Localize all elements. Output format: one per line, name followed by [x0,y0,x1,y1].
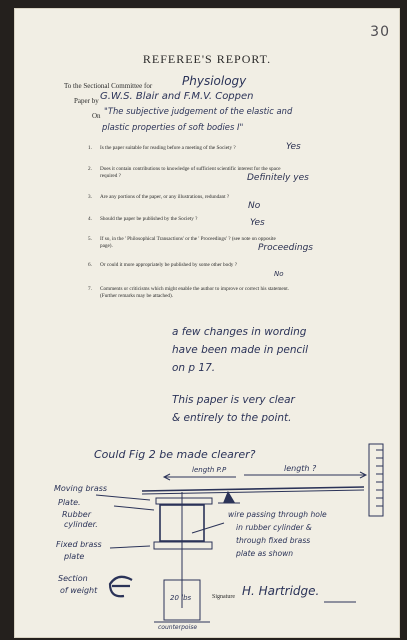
figure-question: Could Fig 2 be made clearer? [94,448,256,461]
answer-5: Proceedings [258,243,313,253]
comment-line-2: have been made in pencil [172,344,309,356]
length-label-right: length ? [284,464,317,473]
base-label: counterpoise [158,624,198,631]
label-rubber: Rubber [62,510,91,519]
paper-title-line1: "The subjective judgement of the elastic and [104,106,293,116]
label-moving-brass: Moving brass [54,484,108,493]
question-5: 5. If so, in the ' Philosophical Transactions' or the ' Proceedings' ? (see note on opposite page). [88,236,276,249]
page-number: 30 [370,24,390,40]
label-cylinder: cylinder. [64,520,98,529]
committee-name: Physiology [182,74,247,88]
referee-report-page [14,8,400,638]
paper-title-line2: plastic properties of soft bodies I" [102,122,244,132]
paper-by-label: Paper by [74,97,99,105]
signature-name: H. Hartridge. [242,584,320,598]
question-4: 4. Should the paper be published by the Society ? [88,216,198,222]
to-label: To the Sectional Committee for [64,82,153,90]
wire-note-3: through fixed brass [236,536,311,545]
wire-note-2: in rubber cylinder & [236,523,312,532]
comment-line-1: a few changes in wording [172,326,307,338]
moving-brass-plate [156,498,212,504]
answer-2: Definitely yes [247,173,309,183]
label-fixed-brass: Fixed brass [56,540,102,549]
signature-label: Signature [212,594,235,600]
weight-label: 20 lbs [170,594,192,602]
answer-4: Yes [250,218,265,228]
on-label: On [92,112,101,120]
fixed-brass-plate [154,542,212,549]
question-1: 1. Is the paper suitable for reading before a meeting of the Society ? [88,145,236,151]
question-3: 3. Are any portions of the paper, or any illustrations, redundant ? [88,194,230,200]
wire-note-4: plate as shown [236,549,294,558]
measuring-scale [369,444,383,516]
page-title: REFEREE'S REPORT. [142,52,272,66]
wire-note-1: wire passing through hole [228,510,327,519]
label-fixed-plate: plate [64,552,85,561]
answer-6: No [274,270,284,278]
authors: G.W.S. Blair and F.M.V. Coppen [100,91,254,102]
answer-3: No [248,201,261,211]
answer-1: Yes [286,142,301,152]
label-plate: Plate. [58,498,81,507]
comment-line-3: on p 17. [172,362,216,374]
comment-line-5: & entirely to the point. [172,412,292,424]
label-of-weight: of weight [60,586,98,595]
length-label-left: length P.P [192,466,227,474]
label-section: Section [58,574,88,583]
comment-line-4: This paper is very clear [172,394,295,406]
question-7: 7. Comments or criticisms which might enable the author to improve or correct his statement. (Further remarks may be attached). [88,286,290,299]
question-6: 6. Or could it more appropriately be published by some other body ? [88,262,238,268]
question-2: 2. Does it contain contributions to knowledge of sufficient scientific interest for the space required ? [88,166,281,179]
